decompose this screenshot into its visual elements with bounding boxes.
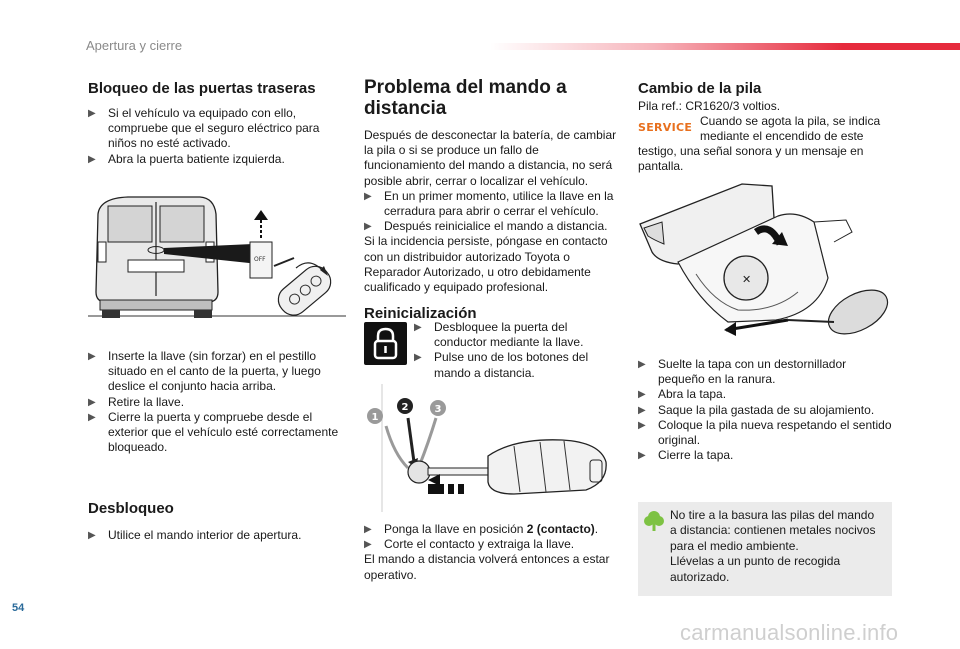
step-item: ▶ Coloque la pila nueva respetando el sentido original. bbox=[638, 417, 892, 448]
step-item: ▶ Corte el contacto y extraiga la llave. bbox=[364, 537, 575, 552]
latch-off-label: OFF bbox=[254, 256, 266, 263]
step-item: ▶ Cierre la puerta y compruebe desde el exterior que el vehículo esté correctamente bloqueado. bbox=[88, 409, 339, 455]
step-item: ▶ Ponga la llave en posición 2 (contacto). bbox=[364, 522, 599, 536]
eco-tree-icon bbox=[644, 510, 664, 532]
step-marker-icon: ▶ bbox=[88, 108, 96, 119]
step-marker-icon: ▶ bbox=[364, 190, 372, 202]
position-2-label: 2 bbox=[401, 402, 409, 413]
battery-plus-icon: ✕ bbox=[742, 273, 752, 286]
step-marker-icon: ▶ bbox=[638, 404, 646, 416]
service-warning-icon: SERVICE bbox=[638, 121, 693, 135]
step-item: ▶ Cierre la tapa. bbox=[638, 448, 734, 463]
step-marker-icon: ▶ bbox=[638, 389, 646, 401]
step-marker-icon: ▶ bbox=[88, 530, 96, 541]
step-marker-icon: ▶ bbox=[88, 153, 96, 165]
step-marker-icon: ▶ bbox=[638, 450, 646, 462]
unlocking-section bbox=[88, 499, 346, 543]
contact-paragraph: Si la incidencia persiste, póngase en contacto con un distribuidor autorizado Toyota o Reparador Autorizado, u otro debidamente cualificado y equipado profesional. bbox=[364, 234, 608, 295]
header-accent-bar bbox=[490, 43, 960, 50]
service-text: Cuando se agota la pila, se indica mediante el encendido de este bbox=[700, 114, 881, 144]
position-1-label: 1 bbox=[371, 412, 379, 423]
step-item: ▶ Saque la pila gastada de su alojamiento. bbox=[638, 402, 875, 417]
column-rear-doors bbox=[88, 79, 346, 167]
step-item: ▶ Utilice el mando interior de apertura. bbox=[88, 528, 302, 542]
step-item: ▶ Suelte la tapa con un destornillador pequeño en la ranura. bbox=[638, 357, 847, 387]
heading-remote-problem: Problema del mando a distancia bbox=[364, 77, 567, 119]
column-battery-change bbox=[638, 79, 892, 175]
heading-reinitialization: Reinicialización bbox=[364, 305, 477, 323]
step-marker-icon: ▶ bbox=[414, 322, 422, 333]
key-position-steps bbox=[364, 522, 618, 583]
step-marker-icon: ▶ bbox=[88, 411, 96, 423]
position-3-label: 3 bbox=[434, 404, 442, 415]
final-paragraph: El mando a distancia volverá entonces a estar operativo. bbox=[364, 552, 610, 582]
step-marker-icon: ▶ bbox=[364, 221, 372, 233]
step-item: ▶ Después reinicialice el mando a distancia. bbox=[364, 219, 608, 234]
step-marker-icon: ▶ bbox=[364, 524, 372, 535]
step-item: ▶ Inserte la llave (sin forzar) en el pestillo situado en el canto de la puerta, y luego deslice el conjunto hacia arriba. bbox=[88, 349, 321, 394]
padlock-icon bbox=[364, 322, 407, 365]
step-marker-icon: ▶ bbox=[638, 359, 646, 370]
heading-unlocking: Desbloqueo bbox=[88, 500, 174, 517]
step-marker-icon: ▶ bbox=[88, 351, 96, 362]
battery-replacement-illustration bbox=[638, 182, 892, 346]
van-rear-door-illustration bbox=[88, 192, 346, 324]
step-marker-icon: ▶ bbox=[414, 352, 422, 364]
environment-note bbox=[638, 502, 892, 596]
environment-note-text: No tire a la basura las pilas del mando a distancia: contienen metales nocivos para el medio ambiente. Llévelas a un punto de recogida autorizado. bbox=[670, 508, 876, 584]
rear-door-locking-steps bbox=[88, 349, 346, 455]
step-item: ▶ Desbloquee la puerta del conductor mediante la llave. bbox=[414, 320, 584, 350]
step-item: ▶ Pulse uno de los botones del mando a distancia. bbox=[414, 350, 589, 380]
service-text-cont: testigo, una señal sonora y un mensaje en pantalla. bbox=[638, 144, 864, 174]
battery-reference: Pila ref.: CR1620/3 voltios. bbox=[638, 99, 781, 113]
reinitialization-steps bbox=[414, 320, 614, 381]
section-header: Apertura y cierre bbox=[86, 38, 183, 53]
contact-position-emphasis: 2 (contacto) bbox=[526, 522, 595, 536]
step-marker-icon: ▶ bbox=[88, 396, 96, 408]
heading-rear-doors: Bloqueo de las puertas traseras bbox=[88, 80, 316, 97]
step-item: ▶ Retire la llave. bbox=[88, 394, 185, 409]
key-positions-illustration bbox=[364, 384, 618, 512]
column-remote-problem bbox=[364, 77, 618, 323]
battery-steps bbox=[638, 357, 892, 463]
step-item: ▶ En un primer momento, utilice la llave en la cerradura para abrir o cerrar el vehículo. bbox=[364, 188, 614, 219]
page-number: 54 bbox=[12, 602, 25, 614]
step-item: ▶ Abra la tapa. bbox=[638, 387, 727, 402]
heading-battery-change: Cambio de la pila bbox=[638, 80, 762, 97]
step-marker-icon: ▶ bbox=[364, 539, 372, 551]
step-item: ▶ Abra la puerta batiente izquierda. bbox=[88, 151, 285, 166]
step-item: ▶ Si el vehículo va equipado con ello, compruebe que el seguro eléctrico para niños no esté activado. bbox=[88, 106, 320, 151]
step-marker-icon: ▶ bbox=[638, 419, 646, 431]
intro-paragraph: Después de desconectar la batería, de cambiar la pila o si se produce un fallo de funcionamiento del mando a distancia, no será posible abrir, cerrar o localizar el vehículo. bbox=[364, 128, 617, 188]
watermark: carmanualsonline.info bbox=[680, 620, 899, 645]
